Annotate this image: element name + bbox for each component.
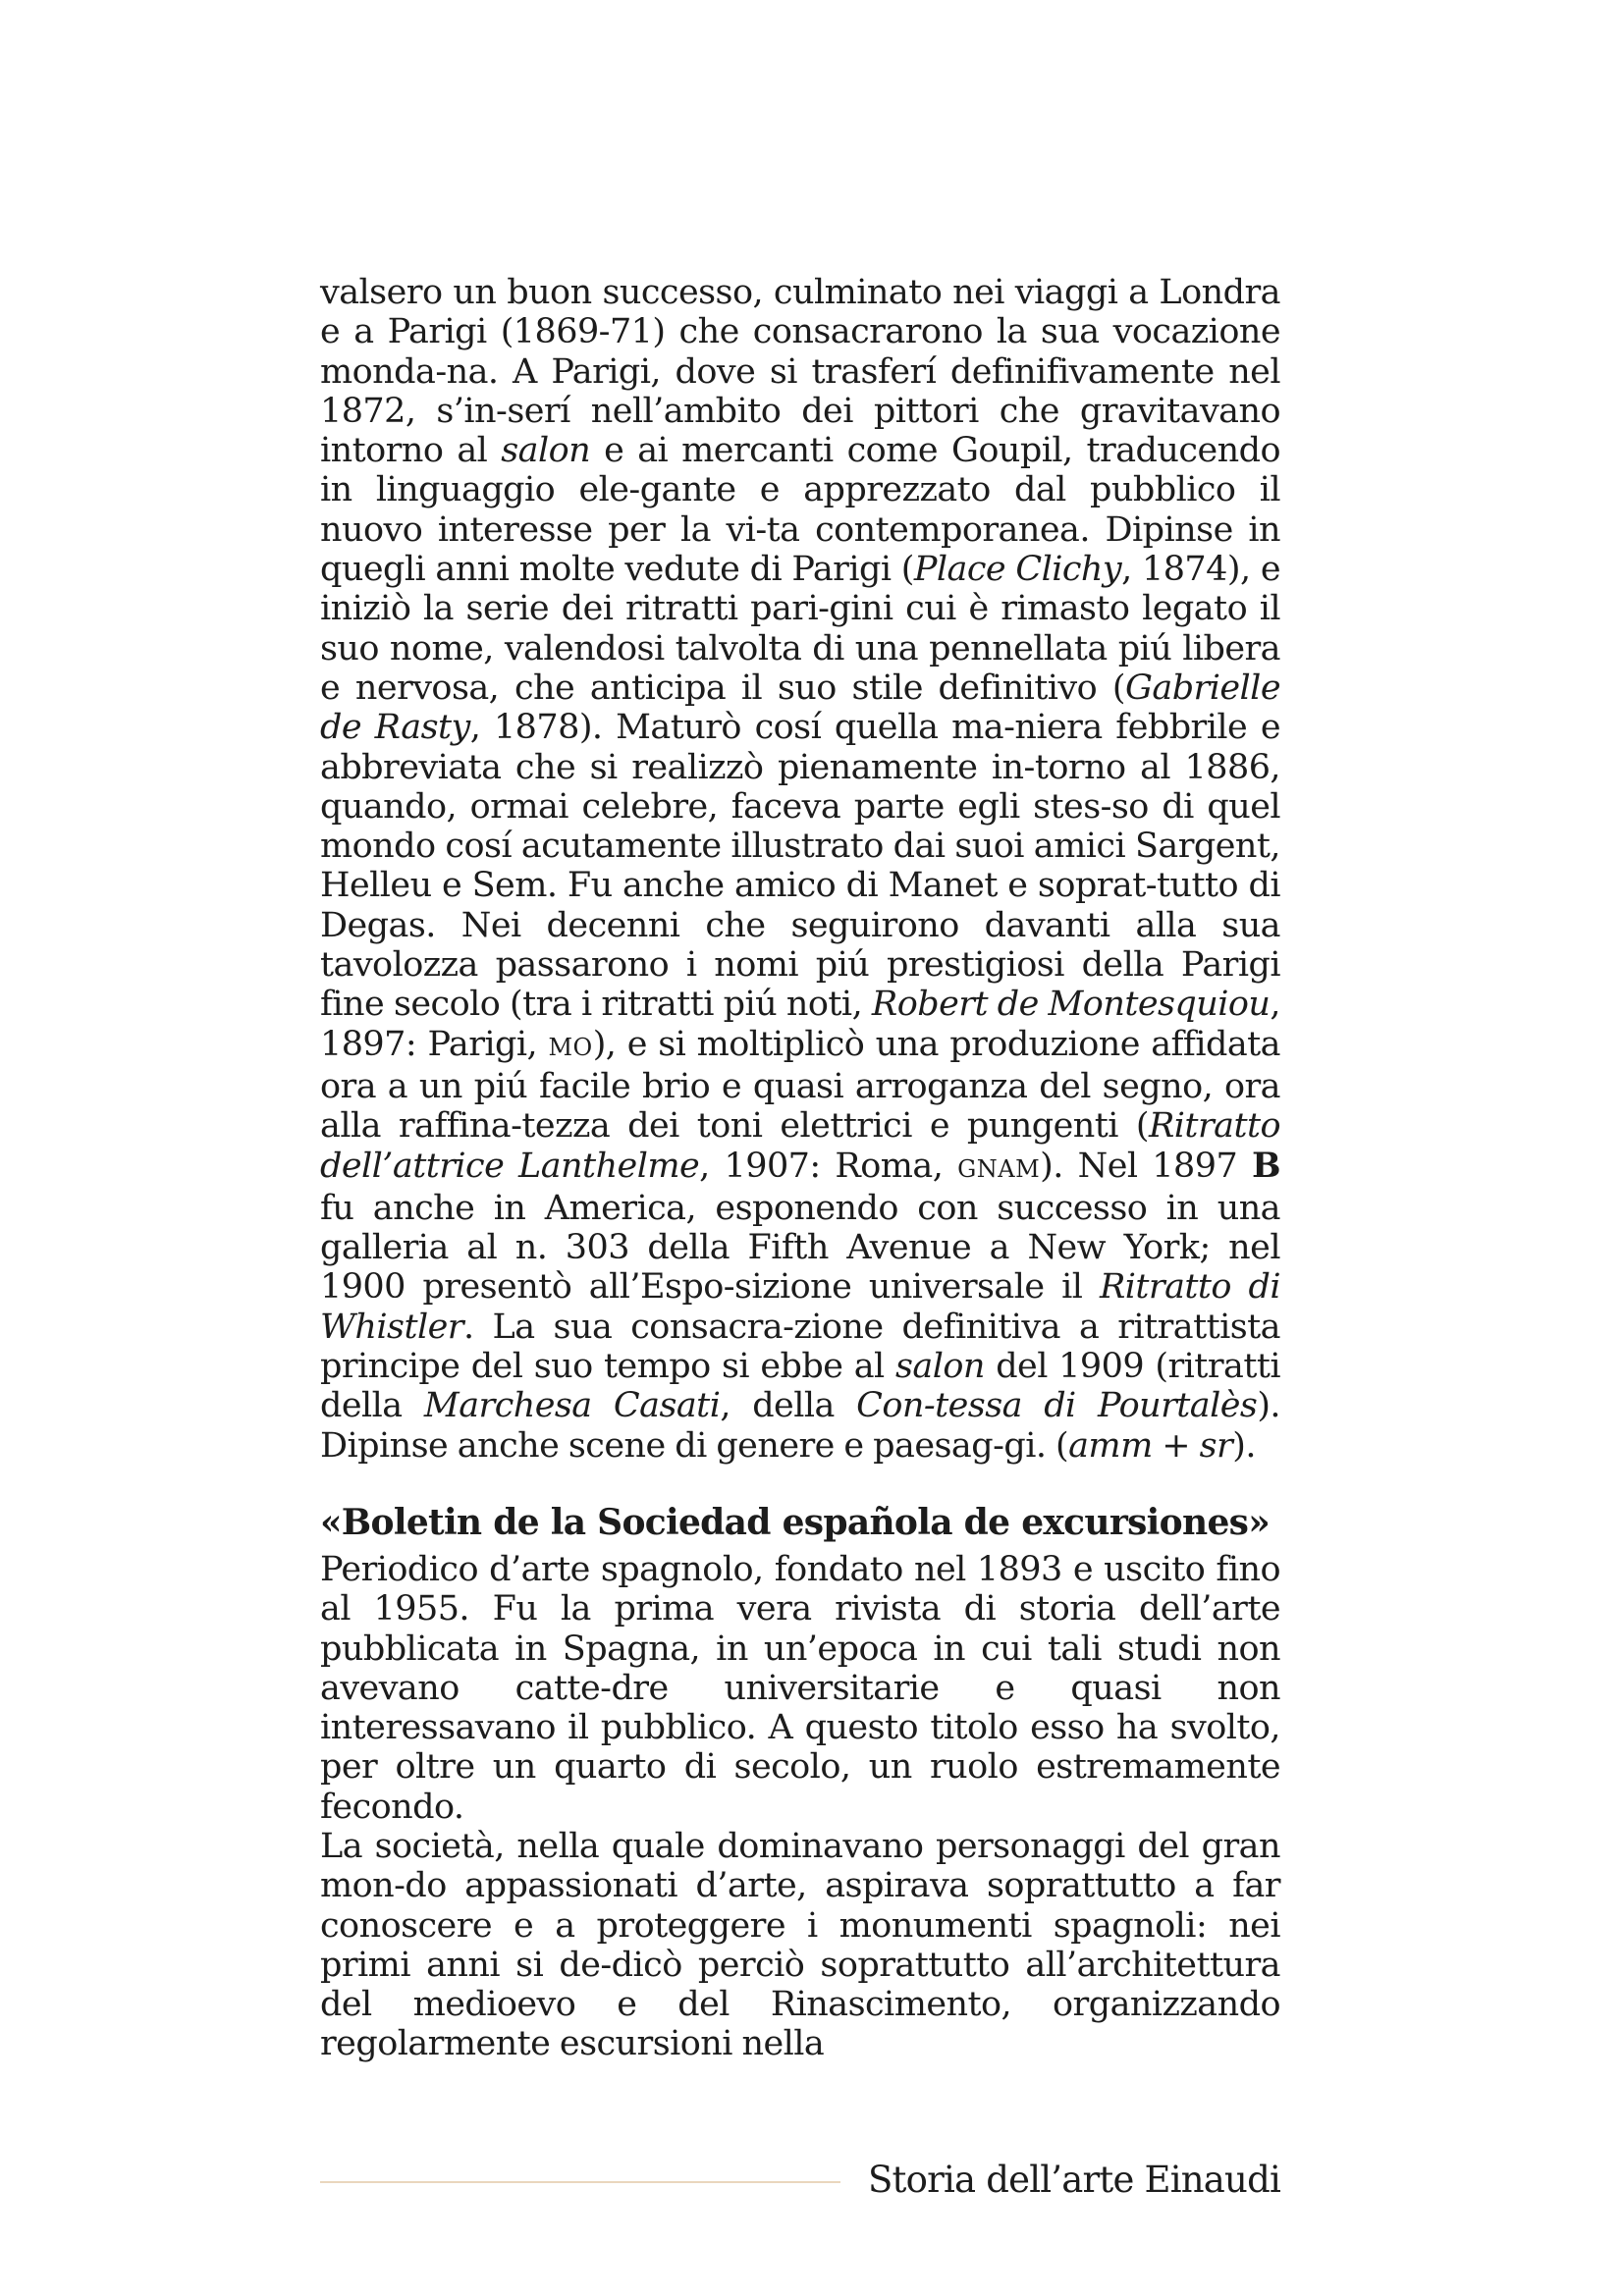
text-run: , della [720,1386,857,1426]
text-run: , 1874), e iniziò la serie dei ritratti pari-gini cui è rimasto legato il suo nome, valendosi talvolta di una pennellata piú libera e nervosa, che anticipa il suo stile definitivo ( [320,550,1280,708]
artwork-title: Place Clichy [913,550,1122,590]
museum-abbreviation: MO [548,1033,593,1061]
text-run: , 1907: Roma, [699,1146,958,1186]
article-continuation-paragraph [320,273,1280,1466]
artwork-title: Marchesa Casati [423,1386,721,1426]
text-run: ), e si moltiplicò una produzione affidata ora a un piú facile brio e quasi arroganza del segno, ora alla raffina-tezza dei toni elettrici e pungenti ( [320,1024,1280,1147]
artwork-title: Gabrielle de Rasty [320,667,1280,748]
entry-paragraph-1: Periodico d’arte spagnolo, fondato nel 1893 e uscito fino al 1955. Fu la prima vera rivista di storia dell’arte pubblicata in Spagna, in un’epoca in cui tali studi non avevano catte-dre universitarie e quasi non interessavano il pubblico. A questo titolo esso ha svolto, per oltre un quarto di secolo, un ruolo estremamente fecondo. [320,1549,1280,1827]
text-run: del 1909 (ritratti della [320,1347,1280,1426]
artwork-title: Con-tessa di Pourtalès [856,1386,1258,1426]
artwork-title: Ritratto dell’attrice Lanthelme [320,1106,1280,1186]
author-initials: amm + sr [1068,1425,1233,1466]
text-run: ). [1232,1425,1256,1466]
text-run: . La sua consacra-zione definitiva a ritrattista principe del suo tempo si ebbe al [320,1307,1280,1387]
entry-heading: «Boletin de la Sociedad española de excursiones» [320,1501,1271,1543]
text-run: , 1897: Parigi, [320,985,1280,1064]
italic-term: salon [894,1347,985,1387]
text-run: ). Dipinse anche scene di genere e paesag-gi. ( [320,1386,1280,1466]
museum-abbreviation: GNAM [957,1154,1041,1183]
text-run: ). Nel 1897 [1040,1146,1252,1186]
italic-term: salon [501,431,591,471]
artwork-title: Robert de Montesquiou [871,985,1271,1025]
footer-rule [320,2181,840,2183]
text-run: valsero un buon successo, culminato nei viaggi a Londra e a Parigi (1869-71) che consacrarono la sua vocazione monda-na. A Parigi, dove si trasferí definifivamente nel 1872, s’in-serí nell’ambito dei pittori che gravitavano intorno al [320,273,1280,471]
entry-subject-abbreviation: B [1251,1145,1280,1186]
text-run: , 1878). Maturò cosí quella ma-niera febbrile e abbreviata che si realizzò pienamente in-torno al 1886, quando, ormai celebre, faceva parte egli stes-so di quel mondo cosí acutamente illustrato dai suoi amici Sargent, Helleu e Sem. Fu anche amico di Manet e soprat-tutto di Degas. Nei decenni che seguirono davanti alla sua tavolozza passarono i nomi piú prestigiosi della Parigi fine secolo (tra i ritratti piú noti, [320,708,1280,1025]
footer-publication-title: Storia dell’arte Einaudi [868,2159,1280,2201]
page-text-column [320,273,1280,2064]
artwork-title: Ritratto di Whistler [320,1267,1280,1347]
entry-paragraph-2: La società, nella quale dominavano personaggi del gran mon-do appassionati d’arte, aspirava soprattutto a far conoscere e a proteggere i monumenti spagnoli: nei primi anni si de-dicò perciò soprattutto all’architettura del medioevo e del Rinascimento, organizzando regolarmente escursioni nella [320,1826,1280,2064]
text-run: e ai mercanti come Goupil, traducendo in linguaggio ele-gante e apprezzato dal pubblico il nuovo interesse per la vi-ta contemporanea. Dipinse in quegli anni molte vedute di Parigi ( [320,431,1280,590]
text-run: fu anche in America, esponendo con successo in una galleria al n. 303 della Fifth Avenue a New York; nel 1900 presentò all’Espo-sizione universale il [320,1188,1280,1308]
